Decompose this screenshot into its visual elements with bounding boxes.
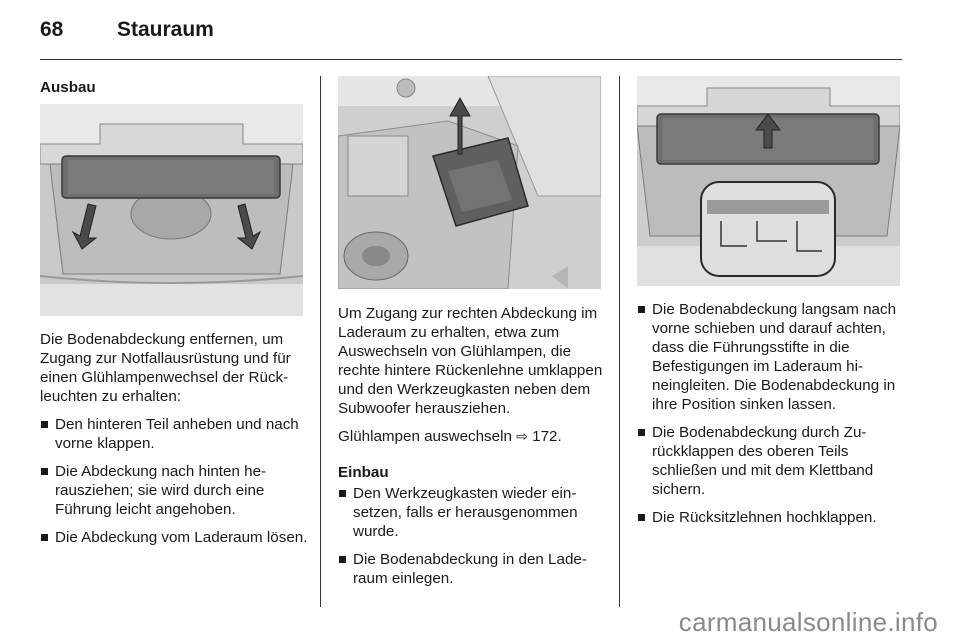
header-rule [40,59,902,60]
intro-paragraph: Die Bodenabdeckung entfernen, um Zugang zur Notfallausrüstung und für einen Glühlampenwechsel der Rückleuchten zu erhalten: [40,331,291,405]
bullet-square-icon [41,421,48,428]
page-header [40,18,214,48]
list-item: Die Abdeckung vom Laderaum lösen. [40,528,310,547]
list-item: Die Rücksitzlehnen hochklappen. [637,508,905,527]
list-item: Den Werkzeugkasten wieder einsetzen, falls er herausgenommen wurde. [338,484,608,541]
column-divider-2 [619,76,620,607]
bullet-square-icon [339,556,346,563]
cross-reference [338,427,608,446]
reference-page: 172. [532,428,562,445]
column-2-body [338,304,608,597]
bullet-square-icon [41,534,48,541]
figure-floor-cover-lift [40,104,303,316]
steps-list-einbau [338,484,608,588]
list-item: Die Abdeckung nach hinten herausziehen; sie wird durch eine Führung leicht angehoben. [40,462,310,519]
page-number: 68 [40,18,64,41]
access-paragraph: Um Zugang zur rechten Abdeckung im Laderaum zu erhalten, etwa zum Auswechseln von Glühlampen, die rechte hintere Rückenlehne umklappen und den Werkzeugkasten neben dem Subwoofer herausziehen. [338,305,603,417]
section-subheading-ausbau: Ausbau [40,79,96,96]
bullet-square-icon [638,306,645,313]
bullet-square-icon [638,429,645,436]
steps-list-ausbau [40,415,310,547]
reference-text: Glühlampen auswechseln [338,428,512,445]
watermark-text: carmanualsonline.info [678,607,938,637]
list-item: Die Bodenabdeckung langsam nach vorne schieben und darauf achten, dass die Führungsstifte in die Befestigungen im Laderaum hineingleiten. Die Bodenabdeckung in ihre Position sinken lassen. [637,300,905,414]
figure-toolbox-removal [338,76,601,289]
page-reference-arrow-icon: ⇨ [516,428,528,444]
list-item: Den hinteren Teil anheben und nach vorne klappen. [40,415,310,453]
bullet-square-icon [339,490,346,497]
column-3-body [637,300,905,536]
list-item: Die Bodenabdeckung durch Zurückklappen des oberen Teils schließen und mit dem Klettband sichern. [637,423,905,499]
steps-list-continued [637,300,905,527]
column-1-body [40,330,310,556]
column-divider-1 [320,76,321,607]
bullet-square-icon [41,468,48,475]
column-1-heading [40,78,308,97]
bullet-square-icon [638,514,645,521]
figure-floor-cover-install [637,76,900,286]
section-subheading-einbau: Einbau [338,464,389,481]
chapter-title: Stauraum [117,18,214,41]
list-item: Die Bodenabdeckung in den Laderaum einlegen. [338,550,608,588]
